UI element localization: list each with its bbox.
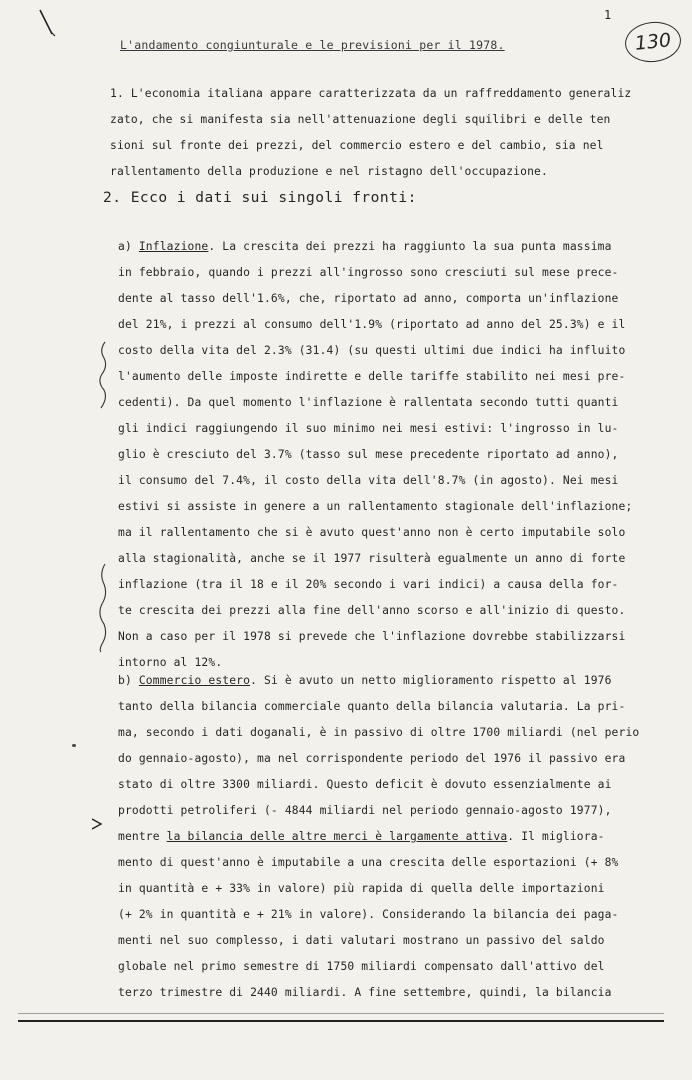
trade-first-line — [118, 674, 612, 687]
inflation-first-line — [118, 240, 612, 253]
trade-line-text: mentre — [118, 830, 167, 843]
bottom-rule — [18, 1020, 664, 1022]
section1-line: zato, che si manifesta sia nell'attenuazione degli squilibri e delle ten — [110, 113, 611, 126]
margin-arrow-mark — [90, 817, 104, 831]
trade-line: (+ 2% in quantità e + 21% in valore). Considerando la bilancia dei paga- — [118, 908, 619, 921]
section1-line: 1. L'economia italiana appare caratterizzata da un raffreddamento generaliz — [110, 87, 632, 100]
inflation-line: Non a caso per il 1978 si prevede che l'inflazione dovrebbe stabilizzarsi — [118, 630, 626, 643]
inflation-line: il consumo del 7.4%, il costo della vita dell'8.7% (in agosto). Nei mesi — [118, 474, 619, 487]
inflation-line: glio è cresciuto del 3.7% (tasso sul mese precedente riportato ad anno), — [118, 448, 619, 461]
margin-dot — [72, 744, 76, 747]
inflation-line: alla stagionalità, anche se il 1977 risulterà egualmente un anno di forte — [118, 552, 626, 565]
inflation-line: in febbraio, quando i prezzi all'ingrosso sono cresciuti sul mese prece- — [118, 266, 619, 279]
inflation-line: l'aumento delle imposte indirette e delle tariffe stabilito nei mesi pre- — [118, 370, 626, 383]
inflation-label: a) — [118, 240, 132, 253]
trade-line: ma, secondo i dati doganali, è in passivo di oltre 1700 miliardi (nel perio — [118, 726, 640, 739]
trade-line: terzo trimestre di 2440 miliardi. A fine settembre, quindi, la bilancia — [118, 986, 612, 999]
margin-bracket-mark — [96, 340, 110, 410]
page-number: 1 — [604, 8, 612, 22]
inflation-first-line-text: . La crescita dei prezzi ha raggiunto la sua punta massima — [208, 240, 612, 253]
inflation-line: dente al tasso dell'1.6%, che, riportato ad anno, comporta un'inflazione — [118, 292, 619, 305]
inflation-title: Inflazione — [138, 240, 209, 253]
trade-first-line-text: . Si è avuto un netto miglioramento rispetto al 1976 — [250, 674, 612, 687]
section1-line: rallentamento della produzione e nel ristagno dell'occupazione. — [110, 165, 548, 178]
margin-bracket-mark — [96, 562, 110, 654]
inflation-line: cedenti). Da quel momento l'inflazione è rallentata secondo tutti quanti — [118, 396, 619, 409]
trade-line: globale nel primo semestre di 1750 miliardi compensato dall'attivo del — [118, 960, 605, 973]
trade-line: stato di oltre 3300 miliardi. Questo deficit è dovuto essenzialmente ai — [118, 778, 612, 791]
inflation-line: te crescita dei prezzi alla fine dell'anno scorso e all'inizio di questo. — [118, 604, 626, 617]
trade-line: do gennaio-agosto), ma nel corrispondente periodo del 1976 il passivo era — [118, 752, 626, 765]
trade-title: Commercio estero — [138, 674, 251, 687]
trade-line: mento di quest'anno è imputabile a una crescita delle esportazioni (+ 8% — [118, 856, 619, 869]
inflation-line: costo della vita del 2.3% (31.4) (su questi ultimi due indici ha influito — [118, 344, 626, 357]
trade-line: menti nel suo complesso, i dati valutari mostrano un passivo del saldo — [118, 934, 605, 947]
inflation-line: ma il rallentamento che si è avuto quest'anno non è certo imputabile solo — [118, 526, 626, 539]
pen-stroke-mark — [36, 8, 60, 38]
section2-heading: 2. Ecco i dati sui singoli fronti: — [103, 190, 417, 206]
trade-line-text: . Il migliora- — [507, 830, 605, 843]
inflation-line: inflazione (tra il 18 e il 20% secondo i vari indici) a causa della for- — [118, 578, 619, 591]
archive-number-stamp: 130 — [623, 19, 683, 65]
bottom-rule-faint — [18, 1013, 664, 1014]
trade-line-highlight — [118, 830, 605, 843]
trade-line: tanto della bilancia commerciale quanto della bilancia valutaria. La pri- — [118, 700, 626, 713]
document-title: L'andamento congiunturale e le previsioni per il 1978. — [120, 38, 505, 52]
trade-line: prodotti petroliferi (- 4844 miliardi nel periodo gennaio-agosto 1977), — [118, 804, 612, 817]
inflation-line: intorno al 12%. — [118, 656, 223, 669]
trade-label: b) — [118, 674, 132, 687]
trade-line: in quantità e + 33% in valore) più rapida di quella delle importazioni — [118, 882, 605, 895]
inflation-line: del 21%, i prezzi al consumo dell'1.9% (riportato ad anno del 25.3%) e il — [118, 318, 626, 331]
inflation-line: estivi si assiste in genere a un rallentamento stagionale dell'inflazione; — [118, 500, 633, 513]
inflation-line: gli indici raggiungendo il suo minimo nei mesi estivi: l'ingrosso in lu- — [118, 422, 619, 435]
section1-line: sioni sul fronte dei prezzi, del commercio estero e del cambio, sia nel — [110, 139, 604, 152]
underlined-phrase: la bilancia delle altre merci è largamente attiva — [166, 830, 508, 843]
